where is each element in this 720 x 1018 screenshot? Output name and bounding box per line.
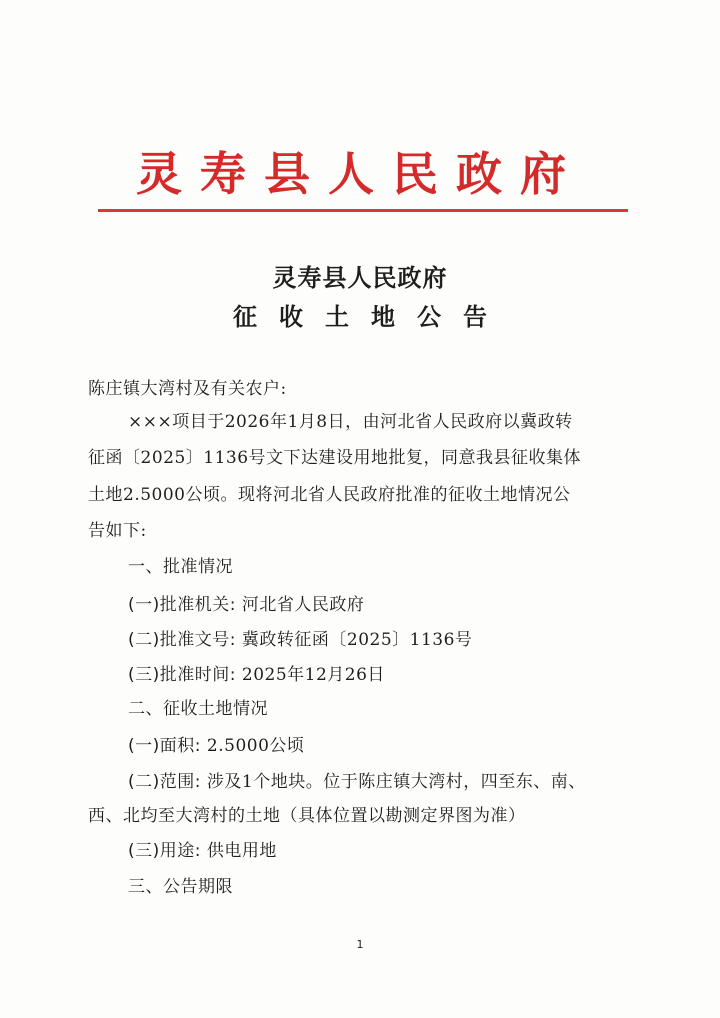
approval-docno <box>128 625 472 650</box>
land-scope-line2: 西、北均至大湾村的土地（具体位置以勘测定界图为准） <box>88 806 526 826</box>
land-area-label: (一)面积: <box>128 736 201 756</box>
notice-title-line2: 征收土地公告 <box>233 302 509 331</box>
land-area <box>128 731 304 756</box>
land-use-label: (三)用途: <box>128 841 201 861</box>
intro-line-4: 告如下: <box>88 521 147 541</box>
approval-authority <box>128 590 364 615</box>
section2-heading: 二、征收土地情况 <box>128 699 268 719</box>
addressee: 陈庄镇大湾村及有关农户: <box>88 379 287 399</box>
land-use-value: 供电用地 <box>206 841 277 861</box>
page-number: 1 <box>356 938 364 951</box>
approval-time-label: (三)批准时间: <box>128 665 236 685</box>
intro-line-2: 征函〔2025〕1136号文下达建设用地批复，同意我县征收集体 <box>88 448 582 468</box>
land-scope <box>128 767 586 792</box>
masthead-title: 灵寿县人民政府 <box>136 147 584 201</box>
land-area-value: 2.5000公顷 <box>206 736 305 756</box>
land-scope-line1: 涉及1个地块。位于陈庄镇大湾村，四至东、南、 <box>206 772 586 792</box>
approval-time <box>128 660 385 685</box>
approval-time-value: 2025年12月26日 <box>241 665 385 685</box>
approval-docno-label: (二)批准文号: <box>128 630 236 650</box>
section1-heading: 一、批准情况 <box>128 557 233 577</box>
section3-heading: 三、公告期限 <box>128 877 233 897</box>
notice-title-line1: 灵寿县人民政府 <box>272 263 448 292</box>
land-scope-label: (二)范围: <box>128 772 201 792</box>
intro-line-3: 土地2.5000公顷。现将河北省人民政府批准的征收土地情况公 <box>88 485 571 505</box>
land-use <box>128 836 277 861</box>
approval-docno-value: 冀政转征函〔2025〕1136号 <box>241 630 473 650</box>
approval-authority-label: (一)批准机关: <box>128 595 236 615</box>
approval-authority-value: 河北省人民政府 <box>241 595 365 615</box>
intro-line-1: ×××项目于2026年1月8日，由河北省人民政府以冀政转 <box>128 412 573 432</box>
masthead-red-line <box>98 209 628 212</box>
